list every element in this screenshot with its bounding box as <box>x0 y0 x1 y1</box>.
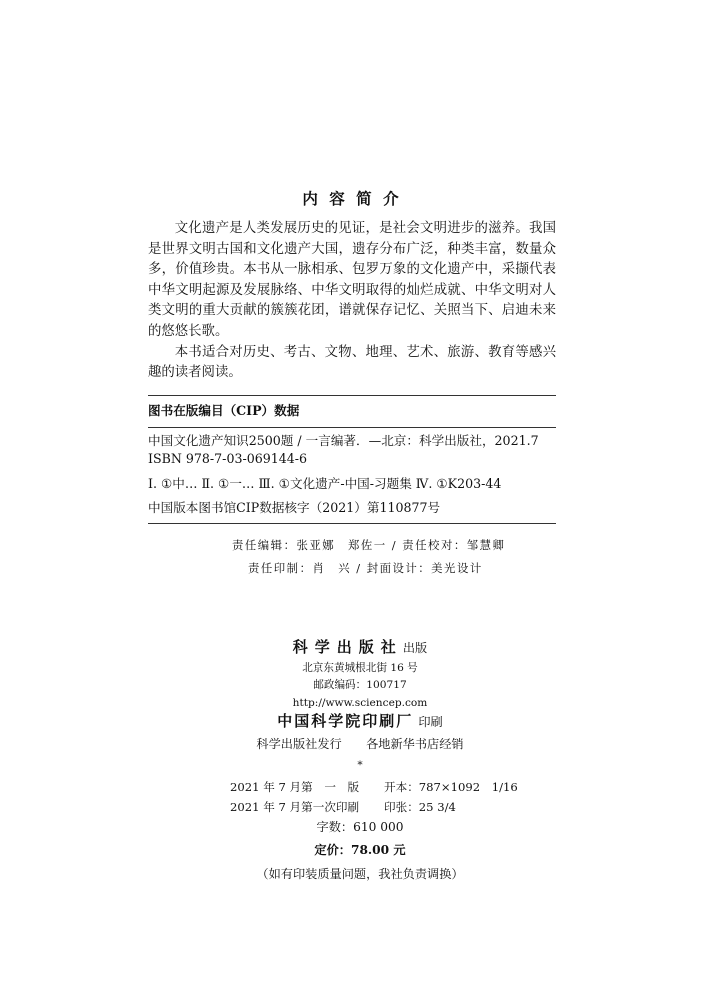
price-label: 定价： <box>314 843 351 857</box>
production-credits: 责任印制：肖 兴 / 封面设计：美光设计 <box>248 561 483 575</box>
publisher-logo: 科学出版社 <box>292 638 403 656</box>
publisher-url: http://www.sciencep.com <box>292 697 428 709</box>
printer-line <box>0 711 720 731</box>
printed-sheets: 印张：25 3/4 <box>384 800 456 814</box>
intro-body <box>148 219 556 384</box>
publisher-line <box>0 637 720 657</box>
edition: 2021 年 7 月第 一 版 <box>230 780 360 794</box>
printing: 2021 年 7 月第一次印刷 <box>230 800 360 814</box>
cip-line-1: 中国文化遗产知识2500题 / 一言编著．—北京：科学出版社，2021.7 <box>148 433 539 448</box>
price <box>0 842 720 858</box>
publisher-suffix: 出版 <box>402 641 428 655</box>
cip-title-rule <box>148 427 556 428</box>
colophon-separator: * <box>357 759 363 771</box>
publisher-postcode: 邮政编码：100717 <box>313 679 407 691</box>
quality-note: （如有印装质量问题，我社负责调换） <box>256 867 464 881</box>
cip-top-rule <box>148 395 556 396</box>
price-value: 78.00 元 <box>350 843 406 857</box>
printer-suffix: 印刷 <box>418 715 443 729</box>
cip-title: 图书在版编目（CIP）数据 <box>148 403 300 418</box>
publisher-address: 北京东黄城根北街 16 号 <box>302 662 418 674</box>
cip-isbn: ISBN 978-7-03-069144-6 <box>148 451 308 466</box>
intro-paragraph-1: 文化遗产是人类发展历史的见证，是社会文明进步的滋养。我国是世界文明古国和文化遗产大国，遗存分布广泛，种类丰富，数量众多，价值珍贵。本书从一脉相承、包罗万象的文化遗产中，采撷代表中华文明起源及发展脉络、中华文明取得的灿烂成就、中华文明对人类文明的重大贡献的簇簇花团，谱就保存记忆、关照当下、启迪未来的悠悠长歌。 <box>148 221 556 339</box>
intro-heading: 内 容 简 介 <box>302 189 402 208</box>
printer-logo: 中国科学院印刷厂 <box>277 712 414 730</box>
intro-paragraph-2: 本书适合对历史、考古、文物、地理、艺术、旅游、教育等感兴趣的读者阅读。 <box>148 344 556 381</box>
word-count: 字数：610 000 <box>316 820 404 834</box>
distribution-line: 科学出版社发行 各地新华书店经销 <box>256 737 464 751</box>
editor-credits: 责任编辑：张亚娜 郑佐一 / 责任校对：邹慧卿 <box>232 538 506 552</box>
cip-record-number: 中国版本图书馆CIP数据核字（2021）第110877号 <box>148 500 441 515</box>
cip-classification: Ⅰ. ①中… Ⅱ. ①一… Ⅲ. ①文化遗产-中国-习题集 Ⅳ. ①K203-44 <box>148 476 502 491</box>
format: 开本：787×1092 1/16 <box>384 780 518 794</box>
cip-bottom-rule <box>148 523 556 524</box>
